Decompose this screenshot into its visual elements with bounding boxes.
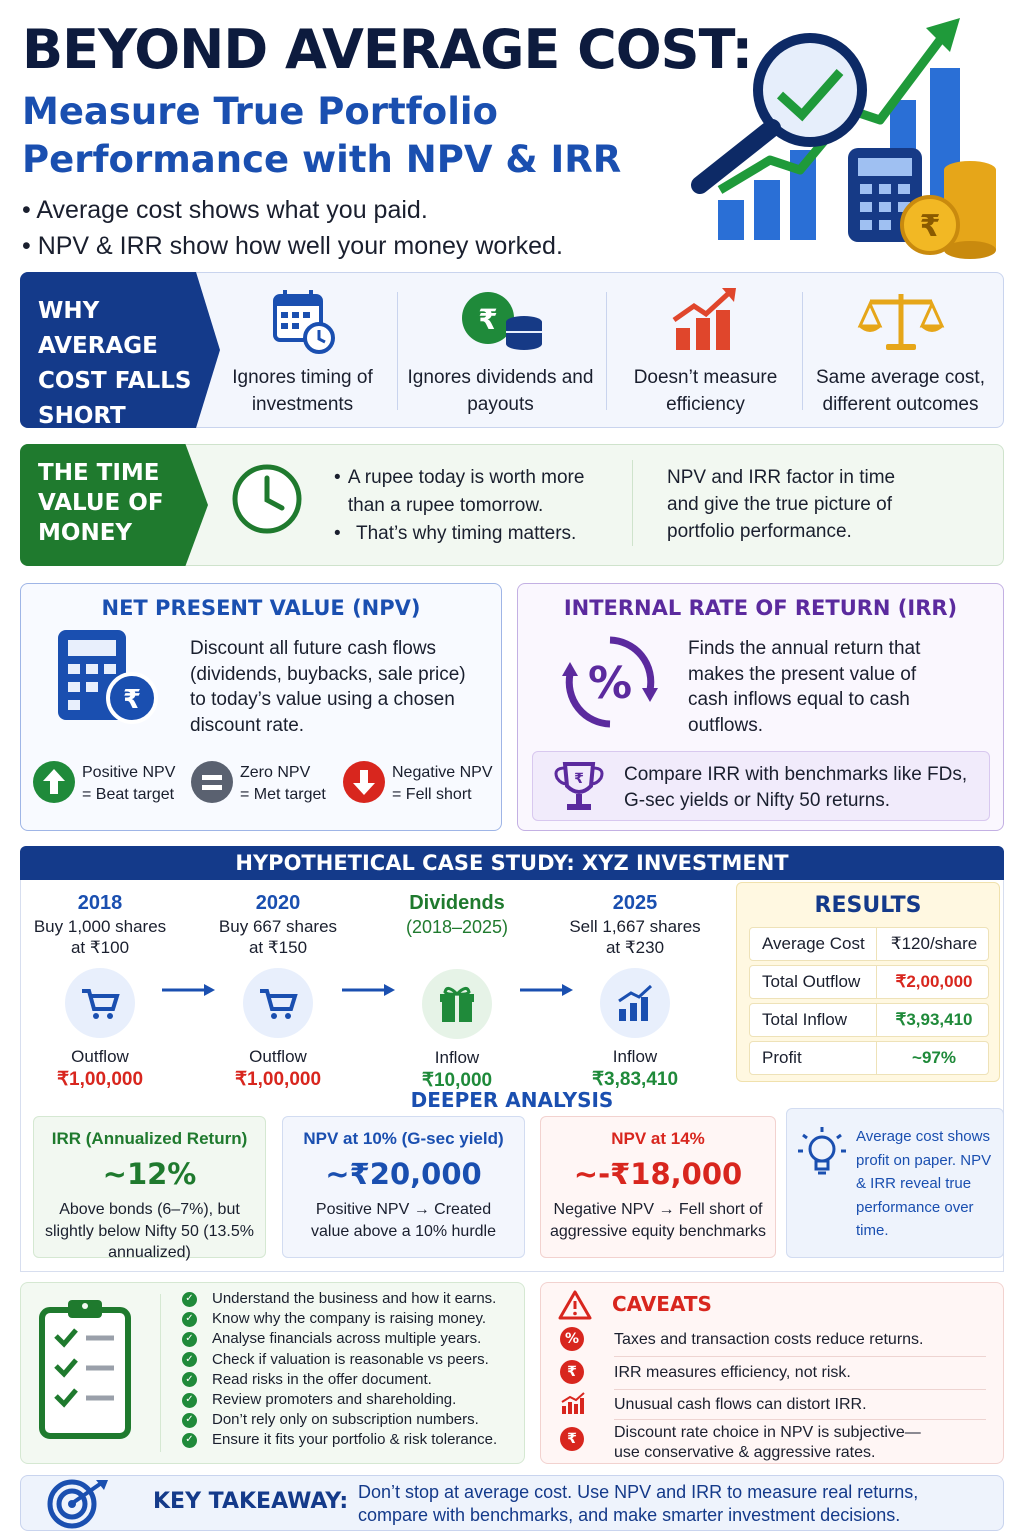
result-row: Profit ~97% — [749, 1041, 989, 1075]
percent-cycle-icon — [560, 632, 660, 732]
check-icon: ✓ — [182, 1312, 197, 1327]
npv-option-label: Positive NPV — [82, 764, 176, 781]
deeper-analysis-title: DEEPER ANALYSIS — [410, 1088, 614, 1112]
npv14-result-card — [540, 1116, 776, 1258]
check-icon: ✓ — [182, 1372, 197, 1387]
npv-option-label: Zero NPV — [240, 764, 311, 781]
case-step-2020 — [198, 890, 358, 1092]
svg-text:%: % — [587, 658, 633, 709]
caveats-title: CAVEATS — [612, 1292, 712, 1316]
step-flow: Outflow — [71, 1047, 129, 1066]
down-arrow-icon — [342, 760, 386, 804]
caveat-item: ₹ IRR measures efficiency, not risk. — [560, 1360, 990, 1390]
case-study-title: HYPOTHETICAL CASE STUDY: XYZ INVESTMENT — [20, 846, 1004, 880]
why-item-label: Doesn’t measure efficiency — [633, 367, 778, 415]
npv-zero — [190, 760, 340, 806]
calculator-rupee-icon — [56, 628, 160, 728]
svg-text:₹: ₹ — [574, 771, 584, 787]
checklist-item: ✓ Know why the company is raising money. — [182, 1309, 497, 1329]
page-title: BEYOND AVERAGE COST: — [22, 18, 753, 81]
check-icon: ✓ — [182, 1393, 197, 1408]
check-icon: ✓ — [182, 1352, 197, 1367]
why-item-label: Ignores dividends and payouts — [407, 367, 594, 415]
svg-text:₹: ₹ — [919, 209, 941, 244]
deep-card-heading: IRR (Annualized Return) — [51, 1129, 248, 1148]
check-icon: ✓ — [182, 1413, 197, 1428]
checklist — [182, 1289, 497, 1451]
deep-card-value: ~12% — [102, 1157, 197, 1191]
hero-growth-illustration — [680, 10, 1010, 260]
npv10-result-card — [282, 1116, 525, 1258]
key-takeaway-label: KEY TAKEAWAY: — [153, 1489, 349, 1514]
cart-icon — [243, 968, 313, 1038]
calendar-clock-icon — [263, 286, 343, 356]
step-amount: ₹10,000 — [421, 1070, 493, 1091]
caveat-item: Unusual cash flows can distort IRR. — [560, 1392, 990, 1422]
checklist-item: ✓ Read risks in the offer document. — [182, 1370, 497, 1390]
irr-compare-text: Compare IRR with benchmarks like FDs, G-sec yields or Nifty 50 returns. — [624, 764, 968, 811]
irr-description: Finds the annual return that makes the present value of cash inflows equal to cash outflows. — [688, 638, 921, 736]
rupee-coins-icon — [456, 288, 546, 358]
why-item-label: Ignores timing of investments — [232, 367, 373, 415]
irr-result-card — [33, 1116, 266, 1261]
deep-card-value: ~₹20,000 — [325, 1157, 482, 1191]
clock-icon — [230, 462, 304, 536]
lightbulb-icon — [797, 1125, 847, 1181]
step-amount: ₹1,00,000 — [234, 1069, 322, 1090]
result-row: Average Cost ₹120/share — [749, 927, 989, 961]
growth-chart-icon — [600, 968, 670, 1038]
check-icon: ✓ — [182, 1292, 197, 1307]
irr-title: INTERNAL RATE OF RETURN (IRR) — [563, 596, 958, 620]
why-item-efficiency — [608, 282, 803, 418]
step-year: 2018 — [77, 892, 123, 914]
irr-compare-box — [532, 751, 990, 821]
step-flow: Inflow — [612, 1047, 658, 1066]
divider — [606, 292, 607, 410]
divider — [560, 1419, 990, 1420]
tvm-bullet: • That’s why timing matters. — [334, 523, 577, 544]
step-detail: Sell 1,667 shares — [569, 917, 701, 936]
deep-card-heading: NPV at 14% — [611, 1129, 705, 1148]
step-detail: Buy 1,000 shares — [33, 917, 167, 936]
tvm-note: NPV and IRR factor in time and give the true picture of portfolio performance. — [667, 467, 896, 542]
target-icon — [44, 1478, 110, 1530]
step-amount: ₹3,83,410 — [591, 1069, 679, 1090]
step-detail: at ₹230 — [605, 938, 665, 957]
tvm-tag-text: THE TIME VALUE OF MONEY — [38, 460, 164, 546]
case-step-2025 — [555, 890, 715, 1092]
deep-card-desc: Above bonds (6–7%), but slightly below Nifty 50 (13.5% annualized) — [45, 1201, 254, 1261]
step-detail: at ₹150 — [248, 938, 308, 957]
svg-text:₹: ₹ — [122, 685, 142, 715]
why-item-dividends — [403, 282, 598, 418]
bar-growth-icon — [666, 286, 746, 356]
npv-negative — [342, 760, 497, 806]
npv-title: NET PRESENT VALUE (NPV) — [101, 596, 421, 620]
percent-icon: % — [560, 1327, 584, 1351]
step-amount: ₹1,00,000 — [56, 1069, 144, 1090]
cart-icon — [65, 968, 135, 1038]
divider — [397, 292, 398, 410]
gift-icon — [422, 969, 492, 1039]
why-tag-text: WHY AVERAGE COST FALLS SHORT — [38, 298, 192, 429]
npv-option-meaning: = Beat target — [82, 786, 175, 803]
trophy-icon — [551, 758, 607, 816]
chart-icon — [560, 1392, 586, 1416]
clipboard-icon — [38, 1296, 138, 1442]
npv-positive — [32, 760, 182, 806]
insight-box — [786, 1108, 1004, 1258]
caveat-item: % Taxes and transaction costs reduce returns. — [560, 1327, 990, 1357]
insight-text: Average cost shows profit on paper. NPV & IRR reveal true performance over time. — [856, 1128, 992, 1239]
why-item-outcomes — [803, 282, 998, 418]
up-arrow-icon — [32, 760, 76, 804]
deep-card-heading: NPV at 10% (G-sec yield) — [303, 1129, 504, 1148]
step-year: 2020 — [255, 892, 301, 914]
step-detail: at ₹100 — [70, 938, 130, 957]
npv-option-meaning: = Met target — [240, 786, 326, 803]
why-item-label: Same average cost, different outcomes — [816, 367, 985, 415]
deep-card-desc: Positive NPV → Created value above a 10% hurdle — [310, 1201, 497, 1240]
equals-icon — [190, 760, 234, 804]
case-step-2018 — [20, 890, 180, 1092]
rupee-icon: ₹ — [560, 1427, 584, 1451]
step-year: Dividends — [409, 892, 505, 914]
caveat-item: ₹ Discount rate choice in NPV is subjective— use conservative & aggressive rates. — [560, 1423, 990, 1463]
checklist-item: ✓ Don’t rely only on subscription numbers. — [182, 1410, 497, 1430]
results-box — [736, 882, 1000, 1082]
checklist-item: ✓ Analyse financials across multiple years. — [182, 1329, 497, 1349]
divider — [160, 1294, 161, 1452]
svg-text:₹: ₹ — [477, 303, 498, 336]
checklist-item: ✓ Review promoters and shareholding. — [182, 1390, 497, 1410]
step-flow: Inflow — [434, 1048, 480, 1067]
step-detail: Buy 667 shares — [218, 917, 338, 936]
checklist-item: ✓ Check if valuation is reasonable vs peers. — [182, 1350, 497, 1370]
why-item-timing — [205, 282, 400, 418]
check-icon: ✓ — [182, 1332, 197, 1347]
result-row: Total Outflow ₹2,00,000 — [749, 965, 989, 999]
check-icon: ✓ — [182, 1433, 197, 1448]
results-title: RESULTS — [814, 893, 922, 918]
falling-rupee-icon: ₹ — [560, 1360, 584, 1384]
result-row: Total Inflow ₹3,93,410 — [749, 1003, 989, 1037]
key-takeaway-text: Don’t stop at average cost. Use NPV and IRR to measure real returns, compare with benchmarks, and make smarter investment decisions. — [358, 1482, 919, 1525]
npv-option-label: Negative NPV — [392, 764, 493, 781]
scale-icon — [856, 286, 946, 356]
case-step-dividends — [377, 890, 537, 1093]
step-detail: (2018–2025) — [405, 917, 509, 937]
intro-bullets — [22, 192, 563, 264]
tvm-bullet: • A rupee today is worth more than a rupee tomorrow. — [334, 467, 585, 516]
checklist-item: ✓ Understand the business and how it earns. — [182, 1289, 497, 1309]
step-detail — [377, 938, 537, 959]
step-year: 2025 — [612, 892, 658, 914]
npv-description: Discount all future cash flows (dividends, buybacks, sale price) to today’s value using a chosen discount rate. — [190, 638, 466, 736]
deep-card-value: ~-₹18,000 — [573, 1157, 743, 1191]
divider — [560, 1389, 990, 1390]
intro-bullet: • Average cost shows what you paid. — [22, 192, 563, 228]
deep-card-desc: Negative NPV → Fell short of aggressive equity benchmarks — [549, 1201, 767, 1240]
divider — [632, 460, 633, 546]
intro-bullet: • NPV & IRR show how well your money worked. — [22, 228, 563, 264]
warning-icon — [558, 1290, 592, 1320]
npv-option-meaning: = Fell short — [392, 786, 472, 803]
checklist-item: ✓ Ensure it fits your portfolio & risk tolerance. — [182, 1430, 497, 1450]
page-subtitle: Measure True Portfolio Performance with NPV & IRR — [22, 90, 622, 181]
divider — [560, 1356, 990, 1357]
step-flow: Outflow — [249, 1047, 307, 1066]
tvm-bullets — [334, 464, 624, 548]
